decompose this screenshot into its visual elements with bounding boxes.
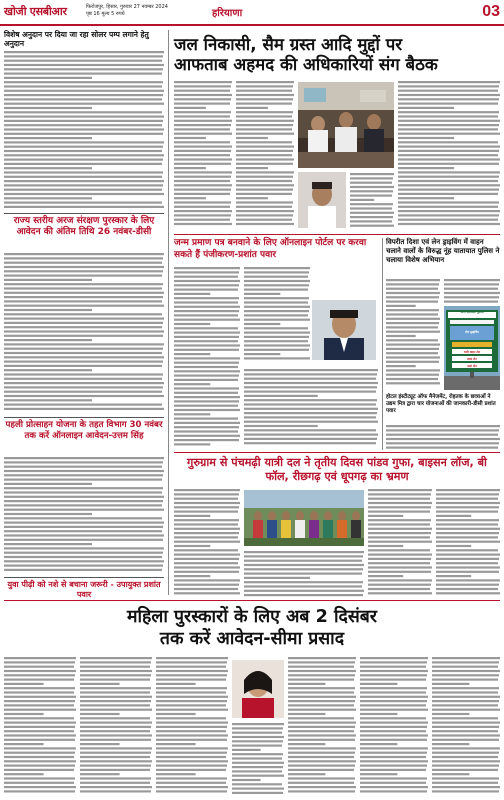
sign-text-left: बायां लेन [467,356,477,361]
column-divider [168,30,169,595]
divider [174,452,500,453]
main-headline-line1: जल निकासी, सैम ग्रस्त आदि मुद्दों पर [174,34,403,54]
women-story-col2 [80,656,152,796]
women-headline-line1: महिला पुरस्कारों के लिए अब 2 दिसंबर [126,607,377,627]
birth-story-col1 [174,266,240,448]
story4-headline: युवा पीढ़ी को नशे से बचाना जरूरी - उपायुक्त प्रशांत पवार [7,580,161,599]
story1-body [4,50,164,210]
women-story-col1 [4,656,76,796]
traffic-story-col1 [386,278,440,388]
birth-story-col3 [244,368,378,448]
sign-line2: पुलिस [476,310,484,314]
gurugram-story-col2 [244,550,364,598]
main-story-col2 [236,80,294,230]
section-title: हरियाणा [212,8,243,19]
women-story-col5 [288,656,356,796]
sign-text-top [448,311,496,314]
divider [174,234,500,235]
column-divider [382,238,383,450]
women-story-headline [4,606,500,650]
traffic-story-headline: विपरीत दिशा एवं लेन ड्राइविंग में वाहन चलाने वालों के विरुद्ध नूंह यातायात पुलिस ने चलाया विशेष अभियान [386,238,500,264]
page-number: 03 [482,3,500,20]
women-story-col3 [156,656,228,796]
women-story-col7 [432,656,500,796]
women-story-col6 [360,656,428,796]
hotel-story-body [386,424,500,450]
birth-story-headline: जन्म प्रमाण पत्र बनवाने के लिए ऑनलाइन पोर्टल पर करवा सकते हैं पंजीकरण-प्रशांत पवार [174,238,367,260]
issue-price: पृष्ठ 16 मूल्य 5 रुपये [86,11,125,17]
sign-line1: थाना यातायात [460,310,477,314]
birth-story-col2 [244,266,310,364]
story3-headline: पहली प्रोत्साहन योजना के तहत विभाग 30 नवंबर तक करें ऑनलाइन आवेदन-उत्तम सिंह [5,420,163,441]
newspaper-logo: खोजी एसबीआर [4,3,74,21]
gurugram-story-col3 [368,488,432,598]
main-story-col4 [398,80,500,230]
issue-meta [86,4,168,18]
gurugram-story-headline: गुरुग्राम से पंचमढ़ी यात्री दल ने तृतीय दिवस पांडव गुफा, बाइसन लॉज, बी फॉल, रीछगढ़ एवं धूपगढ़ का भ्रमण [187,456,487,483]
story2-headline: राज्य स्तरीय अरज संरक्षण पुरस्कार के लिए आवेदन की अंतिम तिथि 26 नवंबर-डीसी [13,216,155,237]
meeting-photo [298,82,394,168]
story1-headline: विशेष अनुदान पर दिया जा रहा सोलर पम्प लगाने हेतु अनुदान [4,30,149,48]
divider [4,600,500,601]
portrait-photo [298,172,346,228]
issue-date: फिरोजपुर, हिसार, गुरुवार 27 नवम्बर 2024 [86,4,168,10]
main-headline-line2: आफताब अहमद की अधिकारियों संग बैठक [174,54,438,74]
divider [4,213,164,214]
traffic-sign-photo [444,306,500,390]
dc-portrait-photo [312,300,376,360]
sign-text-heavy: भारी वाहन लेन [463,349,481,354]
women-headline-line2: तक करें आवेदन-सीमा प्रसाद [159,629,345,649]
gurugram-story-col1 [174,488,240,598]
main-story-col1 [174,80,232,230]
divider [4,577,164,578]
woman-portrait-photo [232,660,284,718]
story2-body [4,252,164,414]
sign-text-lane: लेन ड्राइविंग [465,330,479,334]
women-story-col4b [232,722,284,796]
gurugram-story-col4 [436,488,500,598]
masthead [0,0,504,26]
traffic-story-col2 [444,278,500,304]
divider [4,417,164,418]
group-photo [244,490,364,546]
story3-body [4,456,164,574]
main-story-col3b [350,172,394,230]
sign-text-right: दायां लेन [467,363,477,368]
main-headline [174,34,500,74]
hotel-story-headline: होटल इंस्टीट्यूट ऑफ मैनेजमेंट, रोहतक के छात्राओं ने उद्यम मित्र द्वारा चार योजनाओं की जानकारी-डीसी प्रशांत पवार [386,394,496,414]
